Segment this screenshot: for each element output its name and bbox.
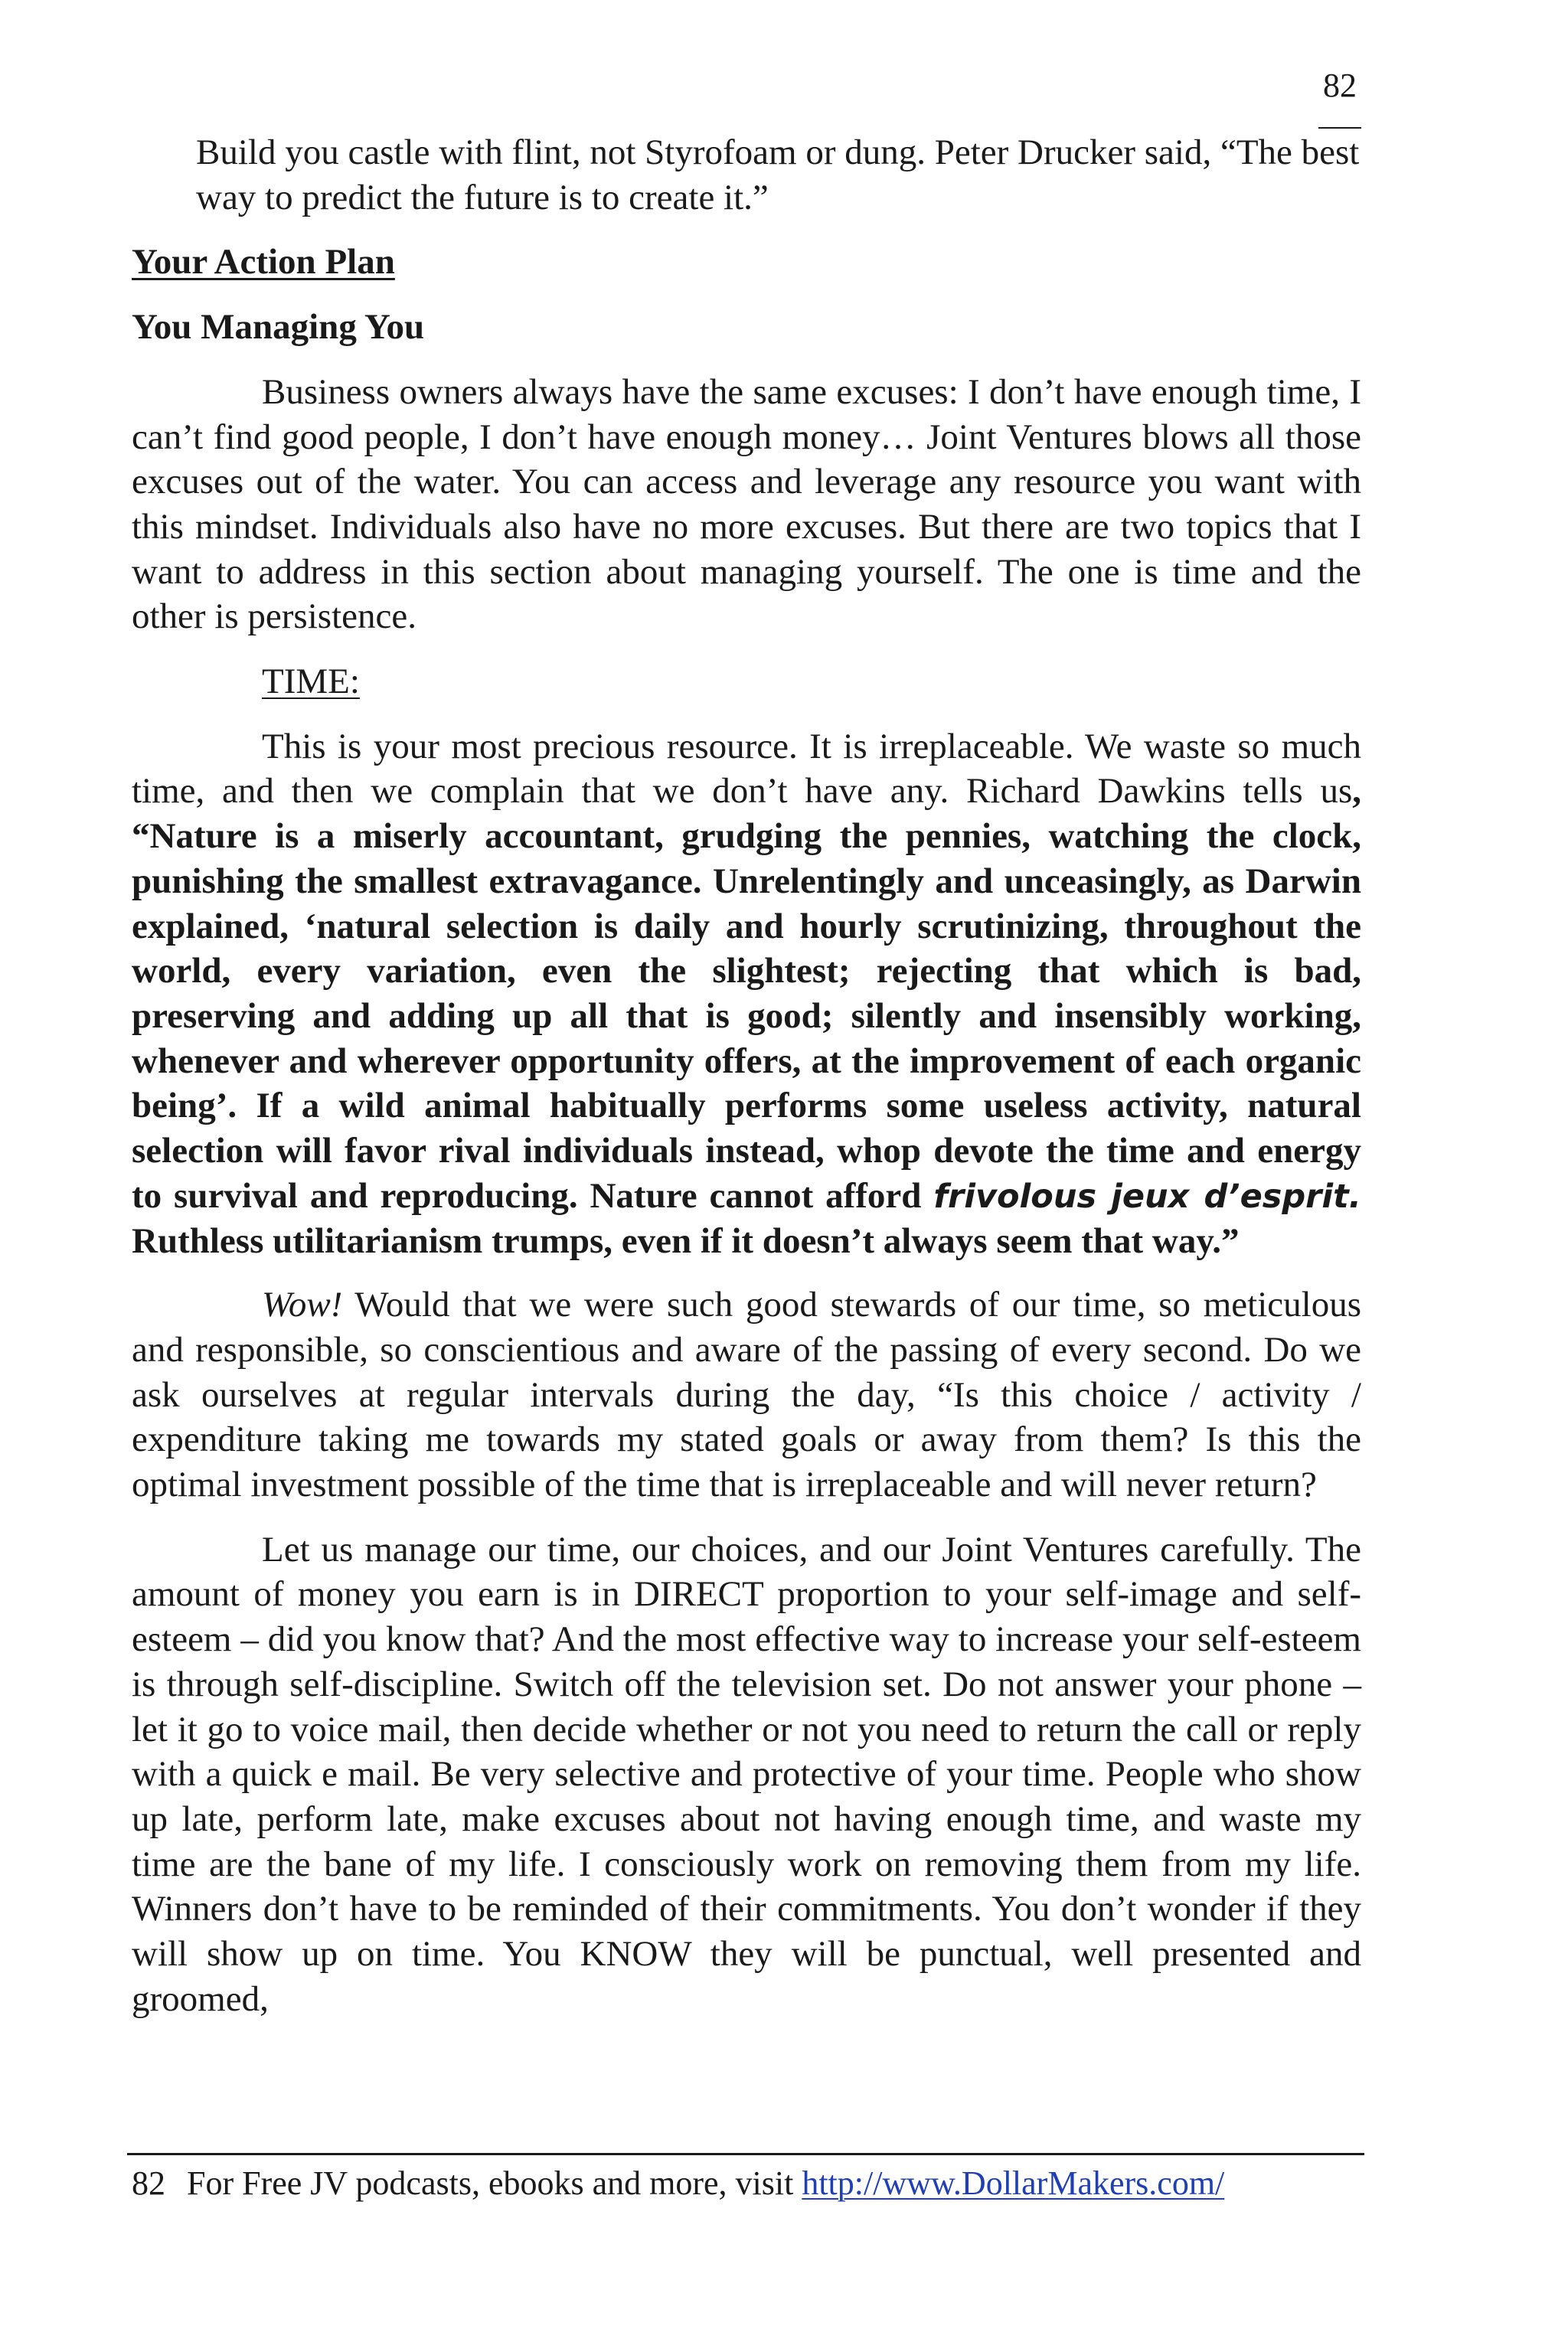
page-number-top: 82: [1323, 67, 1357, 104]
dawkins-quote: , “Nature is a miserly accountant, grudging the pennies, watching the clock, punishing the smallest extravagance. Unrelentingly and unceasingly, as Darwin explained, ‘natural selection is daily and hourly scrutinizing, throughout the world, every variation, even the slightest; rejecting that which is bad, preserving and adding up all that is good; silently and insensibly working, whenever and wherever opportunity offers, at the improvement of each organic being’. If a wild animal habitually performs some useless activity, natural selection will favor rival individuals instead, whop devote the time and energy to survival and reproducing. Nature cannot afford: [132, 771, 1361, 1216]
paragraph-excuses: Business owners always have the same excuses: I don’t have enough time, I can’t find good people, I don’t have enough money… Joint Ventures blows all those excuses out of the water. You can access and leverage any resource you want with this mindset. Individuals also have no more excuses. But there are two topics that I want to address in this section about managing yourself. The one is time and the other is persistence.: [132, 371, 1361, 637]
opening-quote-paragraph: Build you castle with flint, not Styrofoam or dung. Peter Drucker said, “The best way to predict the future is to create it.”: [196, 132, 1360, 217]
footer-rule: [127, 2153, 1364, 2155]
subheading-time-label: TIME:: [262, 662, 360, 702]
paragraph-time-quote: [132, 724, 1361, 1264]
footer-link[interactable]: http://www.DollarMakers.com/: [802, 2164, 1225, 2202]
heading-your-action-plan: Your Action Plan: [132, 242, 395, 283]
dawkins-quote-end: Ruthless utilitarianism trumps, even if it doesn’t always seem that way.”: [132, 1221, 1240, 1262]
footer-text: For Free JV podcasts, ebooks and more, visit: [187, 2164, 802, 2202]
heading-you-managing-you: You Managing You: [132, 307, 425, 348]
wow-italic: Wow!: [262, 1285, 343, 1325]
footer: [132, 2164, 1224, 2203]
footer-page-number: 82: [132, 2164, 165, 2202]
paragraph-manage-time: Let us manage our time, our choices, and our Joint Ventures carefully. The amount of money you earn is in DIRECT proportion to your self-image and self-esteem – did you know that? And the most effective way to increase your self-esteem is through self-discipline. Switch off the television set. Do not answer your phone – let it go to voice mail, then decide whether or not you need to return the call or reply with a quick e mail. Be very selective and protective of your time. People who show up late, perform late, make excuses about not having enough time, and waste my time are the bane of my life. I consciously work on removing them from my life. Winners don’t have to be reminded of their commitments. You don’t wonder if they will show up on time. You KNOW they will be punctual, well presented and groomed,: [132, 1529, 1361, 2019]
paragraph-wow: [132, 1282, 1361, 1508]
body-text: [132, 130, 1361, 2021]
dawkins-quote-italic: frivolous jeux d’esprit.: [933, 1177, 1361, 1216]
subheading-time: [132, 659, 1361, 704]
wow-rest: Would that we were such good stewards of our time, so meticulous and responsible, so conscientious and aware of the passing of every second. Do we ask ourselves at regular intervals during the day, “Is this choice / activity / expenditure taking me towards my stated goals or away from them? Is this the optimal investment possible of the time that is irreplaceable and will never return?: [132, 1285, 1361, 1504]
header-rule: [1318, 127, 1361, 129]
time-intro-text: This is your most precious resource. It is irreplaceable. We waste so much time, and then we complain that we don’t have any. Richard Dawkins tells us: [132, 726, 1361, 812]
